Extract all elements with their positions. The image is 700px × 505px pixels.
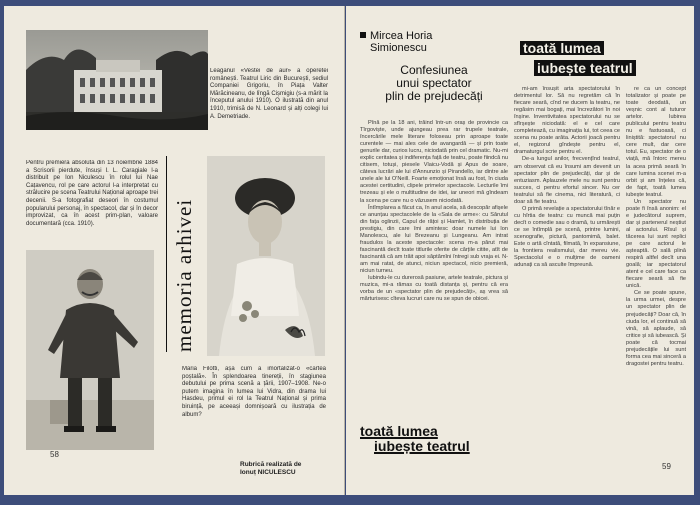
column-1-paragraph-3: Iubindu-le cu durerosă pasiune, artele teatrale, pictura și muzica, mi-a rămas cu toată distanța și, pentru că era vorba de un «spectator plin de prejudecăți», aș vrea să mărturisesc cîteva lucruri care nu se spun de obicei. xyxy=(360,275,508,303)
section-title: memoria arhivei xyxy=(172,198,196,352)
article-column-2 xyxy=(514,86,620,458)
series-logo-bottom xyxy=(360,424,510,454)
caption-caragiale-actor: Pentru premiera absolută din 13 noiembrie 1884 a Scrisorii pierdute, însuși I. L. Caragiale l-a distribuit pe Ion Niculescu în rolul lui Nae Cațavencu, rol pe care actorul l-a interpretat cu strălucire pe scena Teatrului Național aproape trei decenii. S-a fotografiat deseori în costumul popularului personaj, în spectacol, dar și în decor improvizat, ca în acest prim-plan, valoare documentară (cca. 1910). xyxy=(26,160,158,227)
column-3-paragraph-3: Ce se poate spune, la urma urmei, despre un spectator plin de prejudecăți? Doar că, în ciuda lor, el continuă să vină, să aplaude, să critice și să iubească. Și poate că tocmai prejudecățile lui sunt forma cea mai sinceră a dragostei pentru teatru. xyxy=(626,290,686,367)
maria-filotti-photo xyxy=(207,156,325,356)
rubric-author: Ionuț NICULESCU xyxy=(240,469,296,476)
article-title-line2: unui spectator xyxy=(396,76,472,90)
column-1-paragraph-2: Întîmplarea a făcut ca, în anul acela, să descopăr afișele ce anunțau spectacolele de la «Sala de arme»: cu Sărutul din fața oglinzii, Capul de rățoi și Hamlet, în distribuția de prestigiu, din care îmi amintesc doar numele lui Ion Manolescu, ale lui Brezeanu și Lungeanu. Am intrat fraudulos la aceste spectacole: scena m-a părut mai fascinantă decît toate titlurile oferite de cărțile citite, atît de fascinantă că am trăit apoi săptămîni întregi sub vraja ei. N-am mai ratat, de atunci, niciun spectacol, nicio premieră, niciun turneu. xyxy=(360,204,508,274)
column-3-paragraph-2: Un spectator nu poate fi însă anonim: el e judecătorul suprem, dar și partenerul neștiut al actorului. Rîsul și tăcerea lui sunt replici pe care actorul le așteaptă. O sală plină respiră altfel decît una goală; iar spectatorul atent e cel care face ca fiecare seară să fie unică. xyxy=(626,198,686,290)
series-logo-line1: toată lumea xyxy=(520,41,604,55)
rubric-credit xyxy=(240,461,340,477)
caption-maria-filotti: Maria Filotti, așa cum a imortalizat-o «cartea poștală». În splendoarea tinereții, în stagiunea debutului pe prima scenă a țării, 1907–1908. Ne-o putem imagina în lumea lui Vidra, din drama lui Hasdeu, primul ei rol la Teatrul Național și prima biruință, pe aceeași domnișoară cu ilustrația de album? xyxy=(182,366,326,418)
left-page xyxy=(4,6,345,495)
maria-filotti-image xyxy=(207,156,325,356)
column-2-paragraph-1: mi-am însușit arta spectatorului în detrimentul lor. Să nu regretăm că în fiecare seară, cînd ne ducem la teatru, ne regăsim mai bogați, mai încrezători în noi înșine. Inventivitatea spectatorului nu se sfîrșește niciodată: el e cel care completează, cu imaginația lui, tot ceea ce scena nu poate arăta. Actorii joacă pentru el, regizorul gîndește pentru el, dramaturgul scrie pentru el. xyxy=(514,86,620,156)
right-page xyxy=(346,6,694,495)
section-rule xyxy=(166,156,167,352)
article-author xyxy=(360,30,480,54)
article-title-line1: Confesiunea xyxy=(400,63,468,77)
series-logo-line2: iubește teatrul xyxy=(534,60,636,76)
square-bullet-icon xyxy=(360,32,366,38)
article-title-line3: plin de prejudecăți xyxy=(385,89,483,103)
theater-building-photo xyxy=(26,30,208,130)
article-title xyxy=(374,64,494,103)
column-2-paragraph-2: De-a lungul anilor, frecvențînd teatrul, am observat că eu însumi am devenit un spectator plin de prejudecăți, dar și de entuziasm. Aplauzele mele nu sunt pentru succes, ci pentru efortul sincer. Nu cer teatrului să fie cinema, nici literatură, ci doar să fie teatru. xyxy=(514,156,620,205)
page-number-right: 59 xyxy=(662,462,671,471)
theater-building-image xyxy=(26,30,208,130)
author-first-name: Mircea Horia xyxy=(370,30,433,42)
article-column-1 xyxy=(360,120,508,412)
caption-theater-building: Leagănul «Vestei de aur» a operetei românești. Teatrul Liric din București, sediul Companiei Grigoriu, în Piața Valter Mărăcineanu, de lîngă Cișmigiu (s-a mărit la începutul anului 1910). O ilustrată din anul 1910, trimisă de N. Leonard și alți colegi lui A. Demetriade. xyxy=(210,68,328,120)
ion-niculescu-photo xyxy=(26,250,154,450)
column-1-paragraph-1: Pînă pe la 18 ani, trăind într-un oraș de provincie ca Tîrgoviște, unde ajungeau prea rar trupele teatrale, încercările mele literare foloseau prin aproape toate curentele — mai ales cele de avangardă — și prin toate genurile dar, curios lucru, niciodată prin cel dramatic. Nu-mi explic ceritatea și indiferența față de teatru, poate fiindcă nu citisem, totuși, piesele Vlaicu-Vodă și Apus de soare, câteva lucrări ale lui d'Annunzio și Pirandello, iar dintre ale unele ale lui O'Neill. Foarte emoționat însă au fost, în ciuda acestei certitudini, clipele primelor spectacole. Lecturile îmi trezeau și ele o multitudine de idei, iar uneori mă gîndeam la scena pe care nu o văzusem niciodată. xyxy=(360,120,508,204)
page-number-left: 58 xyxy=(50,450,59,459)
column-2-paragraph-3: O primă revelație a spectatorului tînăr e cu hîrtia de teatru: cu muncă mai puțin decît o comedie sau o dramă, tu urmărești ce se întîmplă pe scenă, printre lumini, scenografie, pictură, pantomimă, balet. Este o artă cîntată, filmată, în expansiune, la frontiera realismului, dar mereu vie. Spectacolul e o mulțime de oameni adunați ca să asculte împreună. xyxy=(514,205,620,269)
article-column-3 xyxy=(626,86,686,458)
series-logo-top xyxy=(520,40,670,78)
column-3-paragraph-1: re ca un concept totalizator și poate pe toate deodată, un veșnic cont al tuturor artelor. Iubirea publicului pentru teatru nu e fastuoasă, ci liniștită: spectatorul nu cere mult, dar cere totul. Eu, spectator de o viață, mă întorc mereu la acea primă seară în care lumina scenei m-a orbit și am înțeles că, de fapt, toată lumea iubește teatrul. xyxy=(626,86,686,198)
ion-niculescu-image xyxy=(26,250,154,450)
series-logo-bottom-line1: toată lumea xyxy=(360,423,438,439)
rubric-label: Rubrică realizată de xyxy=(240,461,302,468)
author-last-name: Simionescu xyxy=(370,42,427,54)
series-logo-bottom-line2: iubește teatrul xyxy=(374,438,470,454)
